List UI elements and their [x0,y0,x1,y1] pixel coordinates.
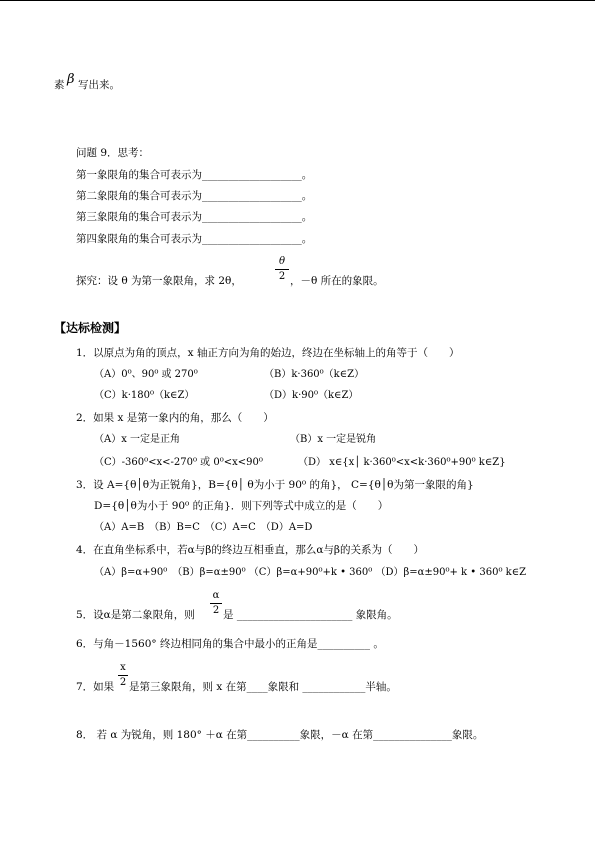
q2-option-a: （A）x 一定是正角 [94,434,181,445]
fraction-theta-over-2 [275,256,289,283]
page-top-rule [0,0,595,1]
q4-stem: 4．在直角坐标系中，若α与β的终边互相垂直，那么α与β的关系为（ ） [76,544,425,556]
q1-option-c: （C）k·180⁰（k∈Z） [94,390,195,401]
intro-prefix: 素 [54,79,65,91]
q6-stem: 6．与角－1560° 终边相同角的集合中最小的正角是__________ 。 [76,638,384,650]
q1-option-b: （B）k·360⁰（k∈Z） [264,369,365,380]
q2-option-d: （D） x∈{x│ k·360⁰<x<k·360⁰+90⁰ k∈Z} [298,457,506,468]
q5-text-b: 是 ______________________ 象限角。 [223,609,398,621]
fraction-denominator: 2 [212,605,220,616]
q8-stem: 8． 若 α 为锐角，则 180° ＋α 在第__________象限，－α 在第_______________象限。 [76,729,484,741]
q9-line-4: 第四象限角的集合可表示为___________________。 [76,233,313,245]
q2-stem: 2．如果 x 是第一象内的角，那么（ ） [76,412,274,424]
q7-text-b: 是第三象限角，则 x 在第____象限和 ____________半轴。 [129,681,397,693]
q1-option-d: （D）k·90⁰（k∈Z） [264,390,359,401]
fraction-bar [210,603,222,604]
q3-stem: 3．设 A={θ│θ为正锐角}，B={θ│ θ为小于 90⁰ 的角}， C={θ│θ为第一象限的角} [76,479,474,491]
q3-stem-continued: D={θ│θ为小于 90⁰ 的正角}．则下列等式中成立的是（ ） [94,500,389,512]
q7-text-a: 7．如果 [76,681,115,693]
fraction-numerator: x [120,662,126,673]
q9-line-2: 第二象限角的集合可表示为___________________。 [76,190,313,202]
q1-option-a: （A）0⁰、90⁰ 或 270⁰ [94,369,198,380]
explore-text-b: ，－θ 所在的象限。 [290,275,384,287]
beta-symbol: β [67,72,75,87]
fraction-denominator: 2 [278,271,286,282]
q9-line-3: 第三象限角的集合可表示为___________________。 [76,211,313,223]
section-title: 【达标检测】 [54,321,127,335]
fraction-bar [118,675,128,676]
fraction-alpha-over-2 [210,590,222,617]
fraction-x-over-2 [118,662,128,689]
q9-line-1: 第一象限角的集合可表示为___________________。 [76,169,313,181]
question-9-title: 问题 9．思考： [76,147,150,159]
q2-option-b: （B）x 一定是锐角 [290,434,377,445]
explore-text-a: 探究：设 θ 为第一象限角，求 2θ， [76,275,242,287]
q1-stem: 1．以原点为角的顶点，x 轴正方向为角的始边，终边在坐标轴上的角等于（ ） [76,347,460,359]
fraction-bar [275,269,289,270]
intro-suffix: 写出来。 [78,79,120,91]
fraction-denominator: 2 [119,677,127,688]
q3-options: （A）A=B （B）B=C （C）A=C （D）A=D [94,522,313,533]
fraction-numerator: α [212,590,220,601]
q4-options: （A）β=α+90⁰ （B）β=α±90⁰ （C）β=α+90⁰+k • 360⁰ （D）β=α±90⁰+ k • 360⁰ k∈Z [94,567,527,578]
q2-option-c: （C）-360⁰<x<-270⁰ 或 0⁰<x<90⁰ [94,457,263,468]
fraction-numerator: θ [278,256,286,267]
q5-text-a: 5．设α是第二象限角，则 [76,609,195,621]
